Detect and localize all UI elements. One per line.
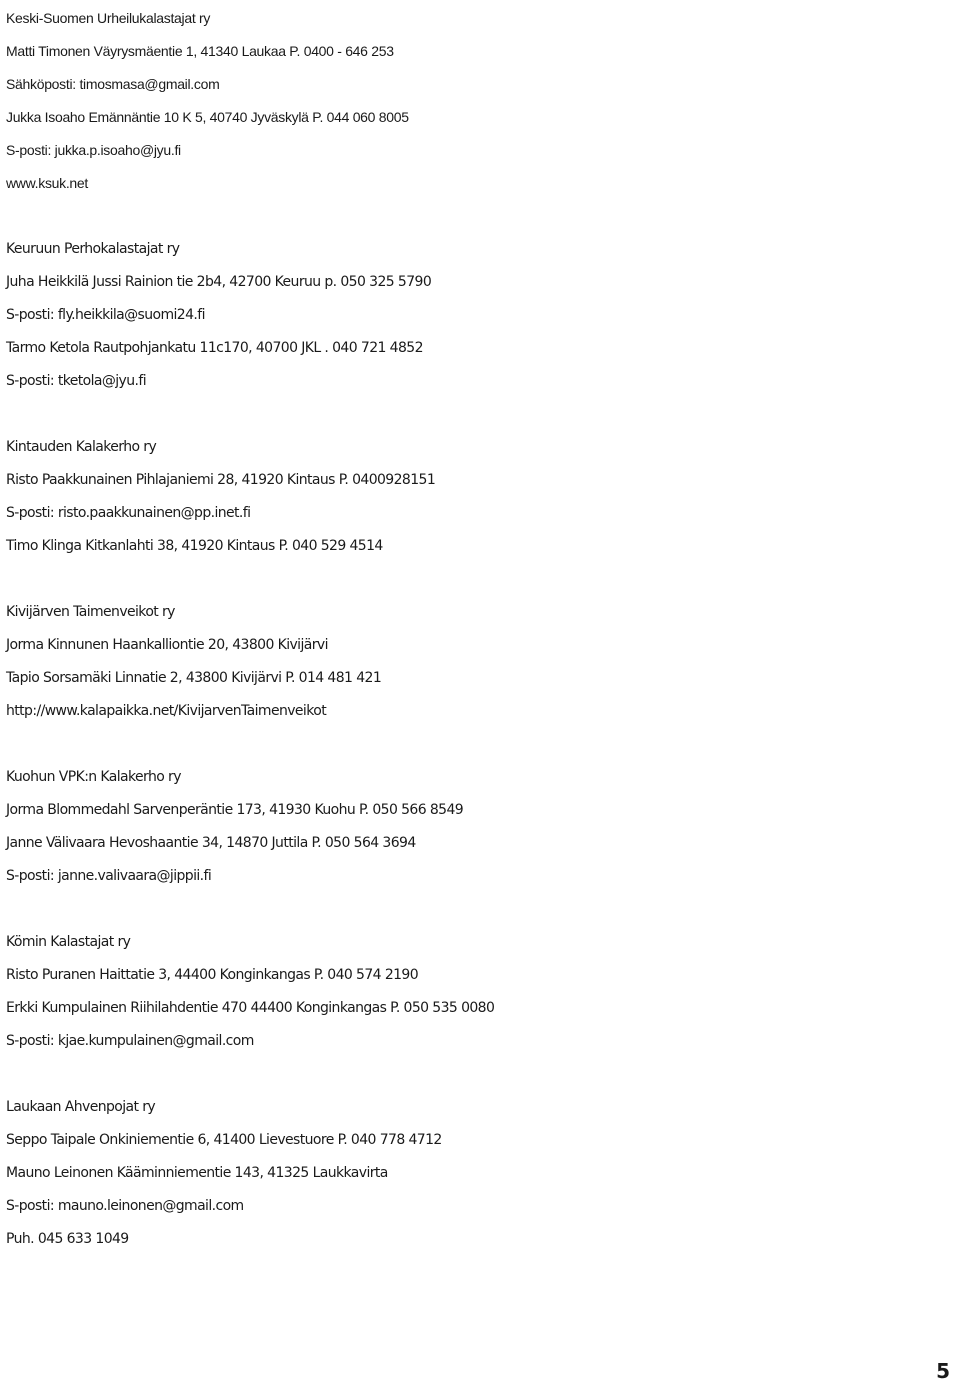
email-line: S-posti: mauno.leinonen@gmail.com xyxy=(6,1198,244,1214)
club-directory xyxy=(6,2,956,1289)
page-number: 5 xyxy=(936,1359,950,1383)
club-name: Keuruun Perhokalastajat ry xyxy=(6,241,180,257)
contact-line: Mauno Leinonen Kääminniementie 143, 41325 Laukkavirta xyxy=(6,1165,388,1181)
club-entry xyxy=(6,431,956,563)
club-name: Kuohun VPK:n Kalakerho ry xyxy=(6,769,181,785)
contact-line: Timo Klinga Kitkanlahti 38, 41920 Kintaus P. 040 529 4514 xyxy=(6,538,383,554)
club-entry xyxy=(6,1091,956,1256)
contact-line: Matti Timonen Väyrysmäentie 1, 41340 Laukaa P. 0400 - 646 253 xyxy=(6,43,394,59)
phone-line: Puh. 045 633 1049 xyxy=(6,1231,129,1247)
contact-line: Juha Heikkilä Jussi Rainion tie 2b4, 42700 Keuruu p. 050 325 5790 xyxy=(6,274,432,290)
contact-line: Tapio Sorsamäki Linnatie 2, 43800 Kivijärvi P. 014 481 421 xyxy=(6,670,382,686)
contact-line: Seppo Taipale Onkiniementie 6, 41400 Lievestuore P. 040 778 4712 xyxy=(6,1132,442,1148)
contact-line: Tarmo Ketola Rautpohjankatu 11c170, 40700 JKL . 040 721 4852 xyxy=(6,340,423,356)
email-line: S-posti: jukka.p.isoaho@jyu.fi xyxy=(6,142,181,158)
club-name: Laukaan Ahvenpojat ry xyxy=(6,1099,156,1115)
website-link[interactable]: http://www.kalapaikka.net/KivijarvenTaimenveikot xyxy=(6,703,327,719)
club-name: Keski-Suomen Urheilukalastajat ry xyxy=(6,10,211,26)
club-name: Kivijärven Taimenveikot ry xyxy=(6,604,175,620)
club-entry xyxy=(6,2,956,200)
email-line: S-posti: janne.valivaara@jippii.fi xyxy=(6,868,212,884)
email-line: S-posti: kjae.kumpulainen@gmail.com xyxy=(6,1033,254,1049)
contact-line: Jorma Kinnunen Haankalliontie 20, 43800 Kivijärvi xyxy=(6,637,328,653)
email-line: Sähköposti: timosmasa@gmail.com xyxy=(6,76,220,92)
contact-line: Janne Välivaara Hevoshaantie 34, 14870 Juttila P. 050 564 3694 xyxy=(6,835,416,851)
email-line: S-posti: fly.heikkila@suomi24.fi xyxy=(6,307,205,323)
email-line: S-posti: tketola@jyu.fi xyxy=(6,373,146,389)
club-name: Kintauden Kalakerho ry xyxy=(6,439,157,455)
contact-line: Risto Paakkunainen Pihlajaniemi 28, 41920 Kintaus P. 0400928151 xyxy=(6,472,436,488)
email-line: S-posti: risto.paakkunainen@pp.inet.fi xyxy=(6,505,251,521)
contact-line: Erkki Kumpulainen Riihilahdentie 470 44400 Konginkangas P. 050 535 0080 xyxy=(6,1000,495,1016)
contact-line: Jukka Isoaho Emännäntie 10 K 5, 40740 Jyväskylä P. 044 060 8005 xyxy=(6,109,409,125)
club-entry xyxy=(6,233,956,398)
club-entry xyxy=(6,761,956,893)
contact-line: Risto Puranen Haittatie 3, 44400 Konginkangas P. 040 574 2190 xyxy=(6,967,419,983)
club-entry xyxy=(6,926,956,1058)
club-entry xyxy=(6,596,956,728)
club-name: Kömin Kalastajat ry xyxy=(6,934,131,950)
website-link[interactable]: www.ksuk.net xyxy=(6,175,88,191)
contact-line: Jorma Blommedahl Sarvenperäntie 173, 41930 Kuohu P. 050 566 8549 xyxy=(6,802,464,818)
